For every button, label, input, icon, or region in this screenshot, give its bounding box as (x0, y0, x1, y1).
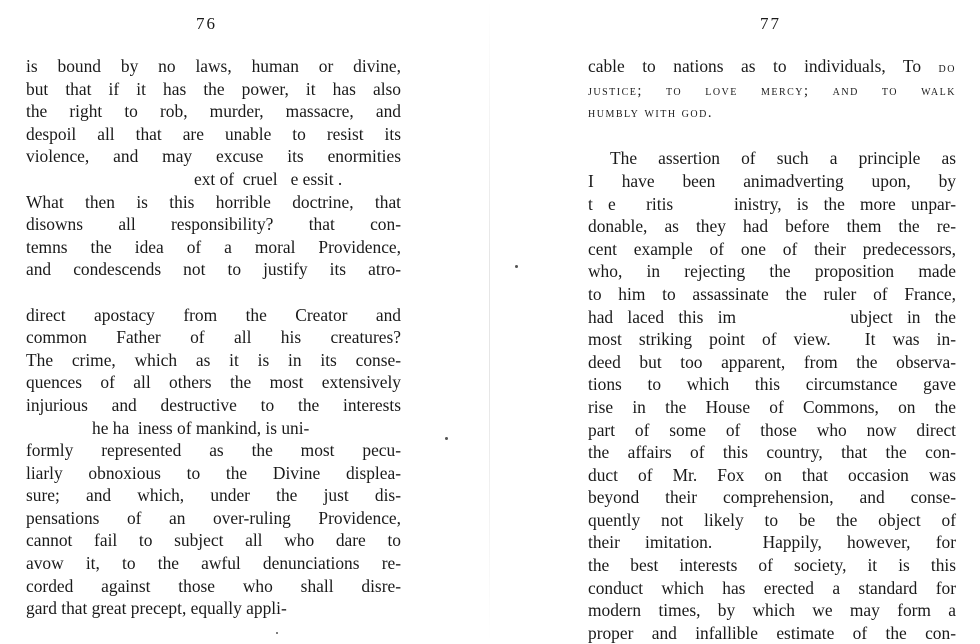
text-line: the affairs of this country, that the con- (588, 442, 956, 463)
text-line: modern times, by which we may form a (588, 600, 956, 621)
page-number: 77 (760, 14, 781, 33)
print-speck (515, 265, 518, 268)
text-line: ext of cruel e essit . (194, 168, 343, 189)
text-line: is bound by no laws, human or divine, (26, 56, 401, 76)
text-line: injurious and destructive to the interests (26, 394, 401, 415)
text-line: duct of Mr. Fox on that occasion was (588, 464, 956, 485)
text-line: violence, and may excuse its enormities (26, 146, 401, 167)
text-line: who, in rejecting the proposition made (588, 261, 956, 282)
text-line: The assertion of such a principle as (610, 148, 956, 169)
text-line: quences of all others the most extensively (26, 372, 401, 393)
text-line: I have been animadverting upon, by (588, 170, 956, 191)
text-line: justice; to love mercy; and to walk (588, 82, 956, 99)
text-line: avow it, to the awful denunciations re- (26, 553, 401, 574)
text-line: beyond their comprehension, and conse- (588, 487, 956, 508)
text-line: most striking point of view. It was in- (588, 329, 956, 350)
text-line: the best interests of society, it is this (588, 555, 956, 576)
text-line: had laced this im ubject in the (588, 306, 956, 327)
text-line: despoil all that are unable to resist its (26, 123, 401, 144)
left-page-text (26, 55, 401, 620)
text-line: donable, as they had before them the re- (588, 216, 956, 237)
text-line: proper and infallible estimate of the con- (588, 622, 956, 643)
text-line: part of some of those who now direct (588, 419, 956, 440)
text-line: direct apostacy from the Creator and (26, 304, 401, 325)
text-line: corded against those who shall disre- (26, 575, 401, 596)
text-line: temns the idea of a moral Providence, (26, 236, 401, 257)
print-speck (276, 632, 278, 634)
text-line: he ha iness of mankind, is uni- (92, 417, 310, 438)
text-line: The crime, which as it is in its conse- (26, 349, 401, 370)
text-line: pensations of an over-ruling Providence, (26, 507, 401, 528)
text-line: gard that great precept, equally appli- (26, 598, 287, 619)
text-line: conduct which has erected a standard for (588, 577, 956, 598)
paragraph (588, 147, 956, 644)
text-line: cent example of one of their predecessors, (588, 238, 956, 259)
text-line: common Father of all his creatures? (26, 327, 401, 348)
text-line: t e ritis inistry, is the more unpar- (588, 193, 956, 214)
text-line: liarly obnoxious to the Divine displea- (26, 462, 401, 483)
text-line: disowns all responsibility? that con- (26, 214, 401, 235)
text-line: to him to assassinate the ruler of France, (588, 283, 956, 304)
text-line: quently not likely to be the object of (588, 509, 956, 530)
text-line: humbly with god. (588, 105, 713, 122)
blank-line (26, 281, 401, 304)
text-line: and condescends not to justify its atro- (26, 259, 401, 280)
text-line: but that if it has the power, it has also (26, 78, 401, 99)
text-line: rise in the House of Commons, on the (588, 396, 956, 417)
page-number: 76 (196, 14, 217, 33)
text-line: What then is this horrible doctrine, that (26, 191, 401, 212)
right-page-text (588, 55, 956, 644)
text-line: formly represented as the most pecu- (26, 440, 401, 461)
text-line: deed but too apparent, from the observa- (588, 351, 956, 372)
right-page (490, 0, 980, 642)
left-page (0, 0, 490, 642)
text-line: cable to nations as to individuals, To do (588, 56, 956, 76)
text-line: sure; and which, under the just dis- (26, 485, 401, 506)
text-line: the right to rob, murder, massacre, and (26, 101, 401, 122)
print-speck (445, 437, 448, 440)
text-line: tions to which this circumstance gave (588, 374, 956, 395)
text-line: cannot fail to subject all who dare to (26, 530, 401, 551)
paragraph-gap (588, 125, 956, 148)
text-line: their imitation. Happily, however, for (588, 532, 956, 553)
